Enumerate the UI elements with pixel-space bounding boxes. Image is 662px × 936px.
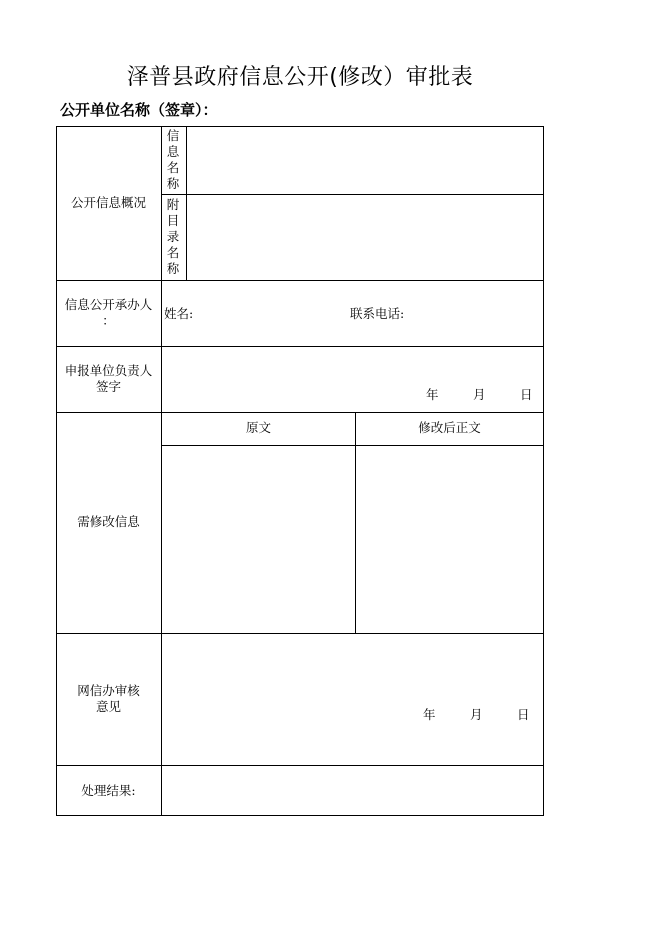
- leader-date-day: 日: [520, 387, 533, 402]
- table-border-right: [543, 126, 544, 816]
- review-label-line1: 网信办审核: [77, 683, 140, 698]
- handler-label-line1: 信息公开承办人: [64, 297, 153, 312]
- attachment-char: 名: [166, 245, 180, 260]
- attachment-char: 称: [166, 261, 180, 276]
- info-name-char: 息: [166, 144, 180, 159]
- leader-label-line1: 申报单位负责人: [64, 363, 153, 378]
- info-name-field[interactable]: [187, 127, 543, 194]
- review-date-year: 年: [423, 707, 436, 722]
- revised-text-field[interactable]: [356, 446, 543, 633]
- name-field[interactable]: [200, 300, 340, 322]
- page-title: 泽普县政府信息公开(修改）审批表: [126, 65, 474, 90]
- revised-text-header: 修改后正文: [418, 420, 481, 435]
- attachment-char: 录: [166, 229, 180, 244]
- review-date-month: 月: [470, 707, 483, 722]
- row-divider-overview: [56, 280, 544, 281]
- leader-date-year: 年: [426, 387, 439, 402]
- modify-info-label: 需修改信息: [77, 514, 140, 529]
- table-border-bottom: [56, 815, 544, 816]
- attachment-field[interactable]: [187, 195, 543, 280]
- attachment-char: 目: [166, 213, 180, 228]
- info-name-label: [166, 128, 180, 192]
- handler-label: [56, 297, 161, 329]
- leader-date-month: 月: [473, 387, 486, 402]
- info-name-char: 信: [166, 128, 180, 143]
- overview-label: 公开信息概况: [70, 195, 146, 210]
- row-divider-review: [56, 765, 544, 766]
- attachment-char: 附: [166, 197, 180, 212]
- leader-label: [56, 363, 161, 395]
- review-date-day: 日: [517, 707, 530, 722]
- row-divider-leader: [56, 412, 544, 413]
- original-text-header: 原文: [245, 420, 271, 435]
- info-name-char: 名: [166, 160, 180, 175]
- review-label: [56, 683, 161, 715]
- name-label: 姓名:: [164, 306, 194, 321]
- original-text-field[interactable]: [162, 446, 355, 633]
- phone-field[interactable]: [412, 300, 537, 322]
- phone-label: 联系电话:: [350, 306, 405, 321]
- attachment-label: [166, 197, 180, 277]
- review-label-line2: 意见: [95, 699, 121, 714]
- result-field[interactable]: [162, 767, 543, 815]
- review-opinion-field[interactable]: [162, 634, 543, 704]
- unit-name-label: 公开单位名称（签章）：: [60, 101, 218, 119]
- info-name-char: 称: [166, 176, 180, 191]
- handler-label-line2: ：: [102, 313, 115, 328]
- leader-signature-field[interactable]: [162, 347, 543, 387]
- leader-label-line2: 签字: [95, 379, 121, 394]
- result-label: 处理结果:: [81, 783, 136, 798]
